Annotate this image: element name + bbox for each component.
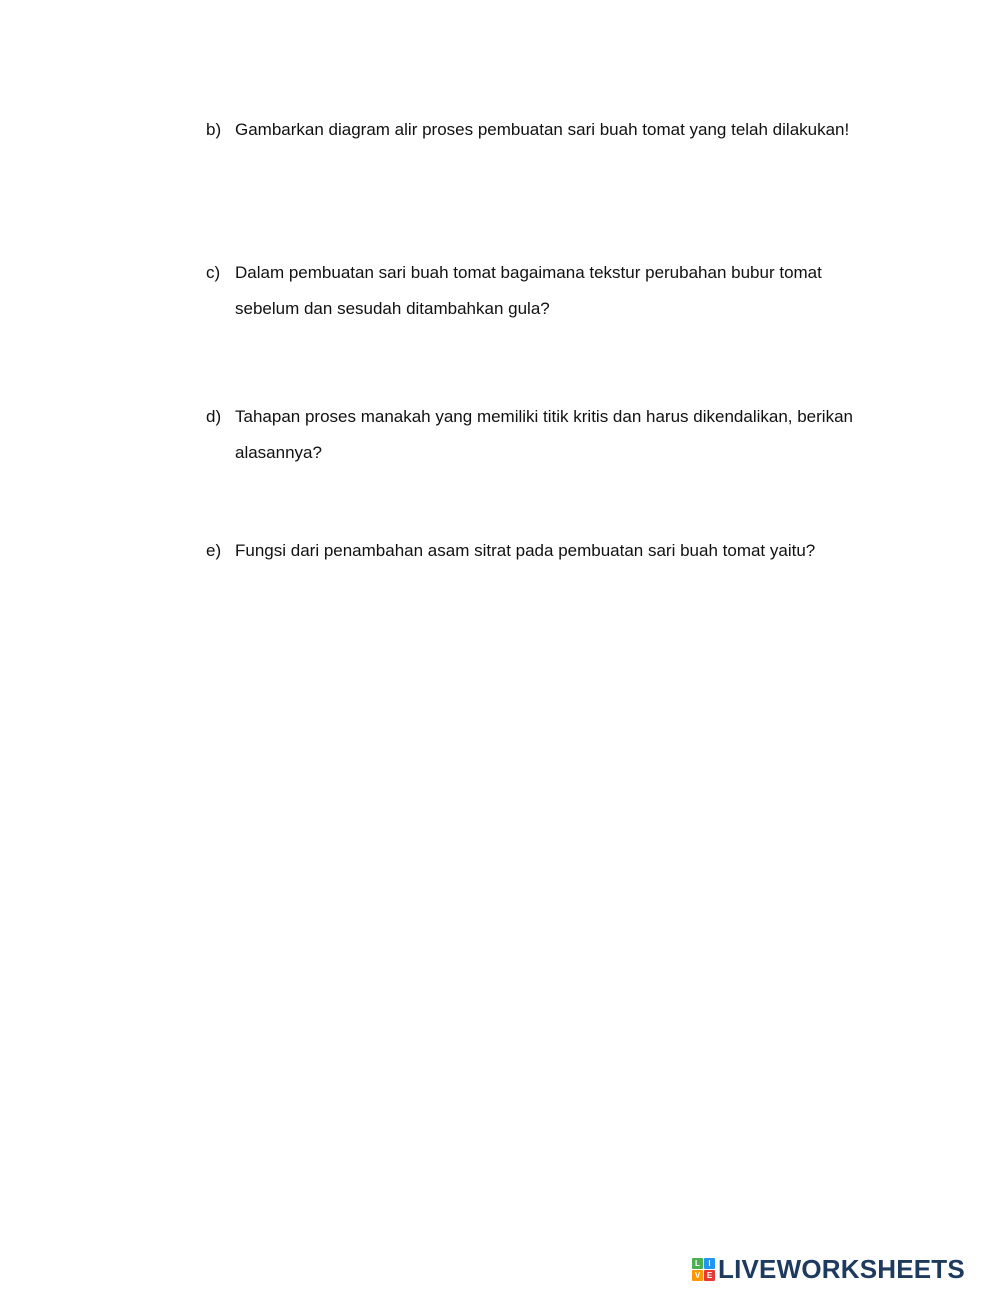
logo-block: I [704, 1258, 715, 1269]
liveworksheets-logo [692, 1254, 965, 1284]
question-e [206, 533, 886, 569]
question-letter: c) [206, 263, 221, 282]
question-d [206, 399, 886, 471]
logo-text: LIVEWORKSHEETS [718, 1254, 965, 1284]
question-letter: e) [206, 541, 222, 560]
question-b [206, 112, 886, 148]
question-c [206, 255, 886, 327]
question-text: Dalam pembuatan sari buah tomat bagaimana tekstur perubahan bubur tomat sebelum dan sesudah ditambahkan gula? [235, 263, 822, 318]
question-letter: d) [206, 407, 222, 426]
logo-block: L [692, 1258, 703, 1269]
question-letter: b) [206, 120, 222, 139]
logo-block: V [692, 1270, 703, 1281]
logo-block: E [704, 1270, 715, 1281]
question-text: Gambarkan diagram alir proses pembuatan sari buah tomat yang telah dilakukan! [235, 120, 850, 139]
logo-blocks-icon [692, 1258, 715, 1281]
question-text: Fungsi dari penambahan asam sitrat pada pembuatan sari buah tomat yaitu? [235, 541, 816, 560]
question-text: Tahapan proses manakah yang memiliki titik kritis dan harus dikendalikan, berikan alasannya? [235, 407, 853, 462]
